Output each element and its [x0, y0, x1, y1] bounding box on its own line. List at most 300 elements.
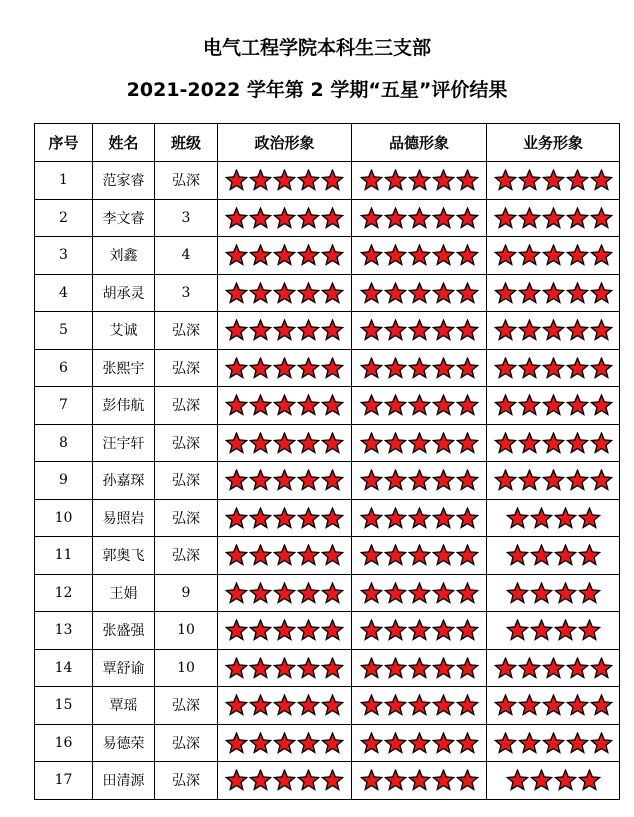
star-icon	[456, 319, 479, 341]
work-stars	[487, 507, 619, 529]
star-icon	[590, 432, 613, 454]
star-icon	[225, 207, 248, 229]
star-icon	[273, 582, 296, 604]
star-icon	[590, 282, 613, 304]
star-icon	[494, 319, 517, 341]
row-index: 8	[35, 424, 93, 462]
moral-rating	[352, 612, 487, 650]
political-rating	[218, 424, 352, 462]
star-icon	[384, 432, 407, 454]
row-index: 3	[35, 237, 93, 275]
work-rating	[487, 687, 620, 725]
moral-stars	[352, 507, 486, 529]
star-icon	[432, 469, 455, 491]
star-icon	[432, 432, 455, 454]
class-name: 弘深	[155, 724, 218, 762]
star-icon	[384, 282, 407, 304]
student-name: 刘鑫	[93, 237, 155, 275]
star-icon	[590, 732, 613, 754]
star-icon	[578, 769, 601, 791]
class-name: 弘深	[155, 162, 218, 200]
star-icon	[566, 469, 589, 491]
star-icon	[566, 357, 589, 379]
row-index: 12	[35, 574, 93, 612]
star-icon	[456, 282, 479, 304]
star-icon	[590, 357, 613, 379]
political-stars	[218, 657, 351, 679]
work-rating	[487, 574, 620, 612]
star-icon	[249, 207, 272, 229]
work-stars	[487, 694, 619, 716]
star-icon	[432, 544, 455, 566]
work-stars	[487, 169, 619, 191]
star-icon	[432, 357, 455, 379]
star-icon	[408, 657, 431, 679]
political-rating	[218, 312, 352, 350]
moral-stars	[352, 657, 486, 679]
star-icon	[297, 207, 320, 229]
work-stars	[487, 657, 619, 679]
star-icon	[297, 769, 320, 791]
star-icon	[297, 282, 320, 304]
work-rating	[487, 762, 620, 800]
moral-rating	[352, 237, 487, 275]
work-stars	[487, 357, 619, 379]
table-row	[35, 762, 620, 800]
star-icon	[321, 507, 344, 529]
work-stars	[487, 732, 619, 754]
star-icon	[225, 657, 248, 679]
work-rating	[487, 274, 620, 312]
star-icon	[273, 544, 296, 566]
header-class: 班级	[155, 124, 218, 162]
star-icon	[494, 244, 517, 266]
political-rating	[218, 762, 352, 800]
moral-rating	[352, 162, 487, 200]
row-index: 10	[35, 499, 93, 537]
moral-rating	[352, 649, 487, 687]
header-name: 姓名	[93, 124, 155, 162]
star-icon	[321, 319, 344, 341]
political-stars	[218, 769, 351, 791]
star-icon	[249, 694, 272, 716]
star-icon	[506, 619, 529, 641]
star-icon	[542, 282, 565, 304]
star-icon	[530, 582, 553, 604]
header-political: 政治形象	[218, 124, 352, 162]
star-icon	[249, 319, 272, 341]
table-row	[35, 162, 620, 200]
moral-stars	[352, 432, 486, 454]
table-row	[35, 274, 620, 312]
moral-rating	[352, 499, 487, 537]
class-name: 3	[155, 274, 218, 312]
star-icon	[530, 769, 553, 791]
row-index: 16	[35, 724, 93, 762]
political-stars	[218, 619, 351, 641]
political-stars	[218, 244, 351, 266]
star-icon	[456, 544, 479, 566]
star-icon	[360, 207, 383, 229]
star-icon	[590, 394, 613, 416]
star-icon	[321, 169, 344, 191]
star-icon	[297, 619, 320, 641]
row-index: 17	[35, 762, 93, 800]
work-rating	[487, 349, 620, 387]
star-icon	[518, 732, 541, 754]
political-rating	[218, 687, 352, 725]
star-icon	[249, 732, 272, 754]
political-stars	[218, 507, 351, 529]
political-stars	[218, 582, 351, 604]
star-icon	[297, 432, 320, 454]
work-stars	[487, 319, 619, 341]
political-rating	[218, 537, 352, 575]
star-icon	[360, 619, 383, 641]
star-icon	[321, 582, 344, 604]
work-stars	[487, 469, 619, 491]
star-icon	[360, 432, 383, 454]
star-icon	[297, 169, 320, 191]
star-icon	[273, 282, 296, 304]
star-icon	[408, 469, 431, 491]
star-icon	[384, 319, 407, 341]
star-icon	[506, 544, 529, 566]
star-icon	[456, 694, 479, 716]
star-icon	[456, 169, 479, 191]
star-icon	[408, 319, 431, 341]
star-icon	[225, 769, 248, 791]
row-index: 4	[35, 274, 93, 312]
student-name: 彭伟航	[93, 387, 155, 425]
star-icon	[273, 244, 296, 266]
star-icon	[360, 544, 383, 566]
student-name: 汪宇轩	[93, 424, 155, 462]
star-icon	[542, 432, 565, 454]
star-icon	[321, 394, 344, 416]
star-icon	[432, 169, 455, 191]
row-index: 1	[35, 162, 93, 200]
political-stars	[218, 732, 351, 754]
star-icon	[554, 582, 577, 604]
moral-stars	[352, 544, 486, 566]
star-icon	[360, 319, 383, 341]
star-icon	[494, 469, 517, 491]
star-icon	[297, 544, 320, 566]
star-icon	[384, 169, 407, 191]
star-icon	[249, 469, 272, 491]
star-icon	[273, 169, 296, 191]
star-icon	[542, 169, 565, 191]
moral-rating	[352, 349, 487, 387]
class-name: 弘深	[155, 424, 218, 462]
star-icon	[518, 432, 541, 454]
table-row	[35, 312, 620, 350]
star-icon	[249, 657, 272, 679]
moral-stars	[352, 582, 486, 604]
star-icon	[542, 244, 565, 266]
star-icon	[432, 582, 455, 604]
class-name: 弘深	[155, 537, 218, 575]
student-name: 覃舒谕	[93, 649, 155, 687]
moral-stars	[352, 282, 486, 304]
work-rating	[487, 237, 620, 275]
star-icon	[273, 657, 296, 679]
work-rating	[487, 387, 620, 425]
star-icon	[578, 544, 601, 566]
header-work: 业务形象	[487, 124, 620, 162]
moral-stars	[352, 169, 486, 191]
class-name: 弘深	[155, 387, 218, 425]
table-row	[35, 574, 620, 612]
star-icon	[590, 694, 613, 716]
political-stars	[218, 432, 351, 454]
star-icon	[384, 694, 407, 716]
star-icon	[518, 657, 541, 679]
star-icon	[590, 207, 613, 229]
star-icon	[273, 732, 296, 754]
star-icon	[384, 507, 407, 529]
star-icon	[456, 619, 479, 641]
class-name: 10	[155, 612, 218, 650]
star-icon	[360, 282, 383, 304]
star-icon	[590, 319, 613, 341]
moral-stars	[352, 319, 486, 341]
student-name: 张熙宇	[93, 349, 155, 387]
class-name: 弘深	[155, 499, 218, 537]
political-rating	[218, 274, 352, 312]
work-rating	[487, 537, 620, 575]
star-icon	[225, 432, 248, 454]
star-icon	[408, 357, 431, 379]
moral-stars	[352, 619, 486, 641]
work-stars	[487, 582, 619, 604]
star-icon	[321, 732, 344, 754]
political-rating	[218, 462, 352, 500]
star-icon	[225, 544, 248, 566]
row-index: 14	[35, 649, 93, 687]
row-index: 9	[35, 462, 93, 500]
star-icon	[297, 394, 320, 416]
star-icon	[360, 657, 383, 679]
star-icon	[384, 394, 407, 416]
star-icon	[273, 432, 296, 454]
row-index: 6	[35, 349, 93, 387]
star-icon	[542, 469, 565, 491]
star-icon	[297, 657, 320, 679]
table-body	[35, 162, 620, 800]
star-icon	[530, 544, 553, 566]
star-icon	[249, 394, 272, 416]
work-stars	[487, 207, 619, 229]
star-icon	[249, 432, 272, 454]
star-icon	[249, 357, 272, 379]
star-icon	[225, 619, 248, 641]
work-stars	[487, 432, 619, 454]
star-icon	[297, 732, 320, 754]
star-icon	[273, 394, 296, 416]
moral-stars	[352, 394, 486, 416]
star-icon	[249, 507, 272, 529]
table-row	[35, 687, 620, 725]
table-row	[35, 612, 620, 650]
star-icon	[408, 394, 431, 416]
moral-stars	[352, 357, 486, 379]
class-name: 4	[155, 237, 218, 275]
star-icon	[225, 244, 248, 266]
star-icon	[432, 319, 455, 341]
star-icon	[456, 432, 479, 454]
star-icon	[273, 207, 296, 229]
work-stars	[487, 394, 619, 416]
star-icon	[494, 694, 517, 716]
star-icon	[554, 769, 577, 791]
star-icon	[432, 769, 455, 791]
row-index: 13	[35, 612, 93, 650]
star-icon	[360, 244, 383, 266]
star-icon	[225, 694, 248, 716]
star-icon	[273, 619, 296, 641]
star-icon	[408, 769, 431, 791]
student-name: 胡承灵	[93, 274, 155, 312]
star-icon	[360, 169, 383, 191]
star-icon	[590, 469, 613, 491]
class-name: 3	[155, 199, 218, 237]
star-icon	[566, 394, 589, 416]
star-icon	[321, 357, 344, 379]
document-title: 电气工程学院本科生三支部	[202, 37, 431, 59]
star-icon	[590, 657, 613, 679]
star-icon	[494, 207, 517, 229]
star-icon	[225, 732, 248, 754]
table-row	[35, 649, 620, 687]
star-icon	[506, 507, 529, 529]
class-name: 弘深	[155, 349, 218, 387]
star-icon	[554, 507, 577, 529]
star-icon	[494, 432, 517, 454]
star-icon	[384, 207, 407, 229]
star-icon	[297, 469, 320, 491]
table-row	[35, 199, 620, 237]
work-rating	[487, 612, 620, 650]
star-icon	[554, 619, 577, 641]
political-rating	[218, 724, 352, 762]
star-icon	[542, 657, 565, 679]
star-icon	[408, 507, 431, 529]
star-icon	[360, 357, 383, 379]
star-icon	[494, 732, 517, 754]
star-icon	[456, 507, 479, 529]
star-icon	[518, 469, 541, 491]
star-icon	[542, 319, 565, 341]
star-icon	[384, 469, 407, 491]
star-icon	[225, 282, 248, 304]
star-icon	[432, 507, 455, 529]
star-icon	[566, 732, 589, 754]
star-icon	[360, 507, 383, 529]
row-index: 7	[35, 387, 93, 425]
star-icon	[456, 582, 479, 604]
star-icon	[518, 282, 541, 304]
star-icon	[384, 657, 407, 679]
work-rating	[487, 499, 620, 537]
student-name: 郭奥飞	[93, 537, 155, 575]
star-icon	[566, 319, 589, 341]
moral-rating	[352, 199, 487, 237]
row-index: 15	[35, 687, 93, 725]
moral-stars	[352, 732, 486, 754]
star-icon	[360, 394, 383, 416]
star-icon	[321, 657, 344, 679]
star-icon	[297, 507, 320, 529]
row-index: 2	[35, 199, 93, 237]
star-icon	[273, 469, 296, 491]
table-row	[35, 537, 620, 575]
work-rating	[487, 312, 620, 350]
star-icon	[297, 244, 320, 266]
star-icon	[321, 432, 344, 454]
star-icon	[432, 619, 455, 641]
star-icon	[432, 207, 455, 229]
table-row	[35, 387, 620, 425]
moral-rating	[352, 574, 487, 612]
student-name: 田清源	[93, 762, 155, 800]
class-name: 10	[155, 649, 218, 687]
star-icon	[321, 619, 344, 641]
student-name: 覃瑶	[93, 687, 155, 725]
star-icon	[432, 394, 455, 416]
star-icon	[408, 169, 431, 191]
evaluation-table	[34, 123, 620, 800]
star-icon	[518, 244, 541, 266]
moral-rating	[352, 687, 487, 725]
work-stars	[487, 619, 619, 641]
star-icon	[297, 694, 320, 716]
political-rating	[218, 237, 352, 275]
star-icon	[225, 169, 248, 191]
political-rating	[218, 612, 352, 650]
star-icon	[273, 319, 296, 341]
star-icon	[566, 657, 589, 679]
political-rating	[218, 162, 352, 200]
star-icon	[542, 207, 565, 229]
star-icon	[566, 244, 589, 266]
political-stars	[218, 544, 351, 566]
row-index: 11	[35, 537, 93, 575]
star-icon	[321, 469, 344, 491]
star-icon	[494, 394, 517, 416]
student-name: 易照岩	[93, 499, 155, 537]
political-stars	[218, 394, 351, 416]
star-icon	[566, 169, 589, 191]
work-rating	[487, 649, 620, 687]
star-icon	[456, 357, 479, 379]
star-icon	[432, 282, 455, 304]
star-icon	[360, 769, 383, 791]
star-icon	[578, 619, 601, 641]
moral-rating	[352, 387, 487, 425]
political-rating	[218, 199, 352, 237]
star-icon	[518, 169, 541, 191]
star-icon	[578, 582, 601, 604]
star-icon	[384, 619, 407, 641]
star-icon	[225, 582, 248, 604]
star-icon	[518, 394, 541, 416]
moral-stars	[352, 207, 486, 229]
political-rating	[218, 387, 352, 425]
star-icon	[432, 694, 455, 716]
star-icon	[321, 244, 344, 266]
